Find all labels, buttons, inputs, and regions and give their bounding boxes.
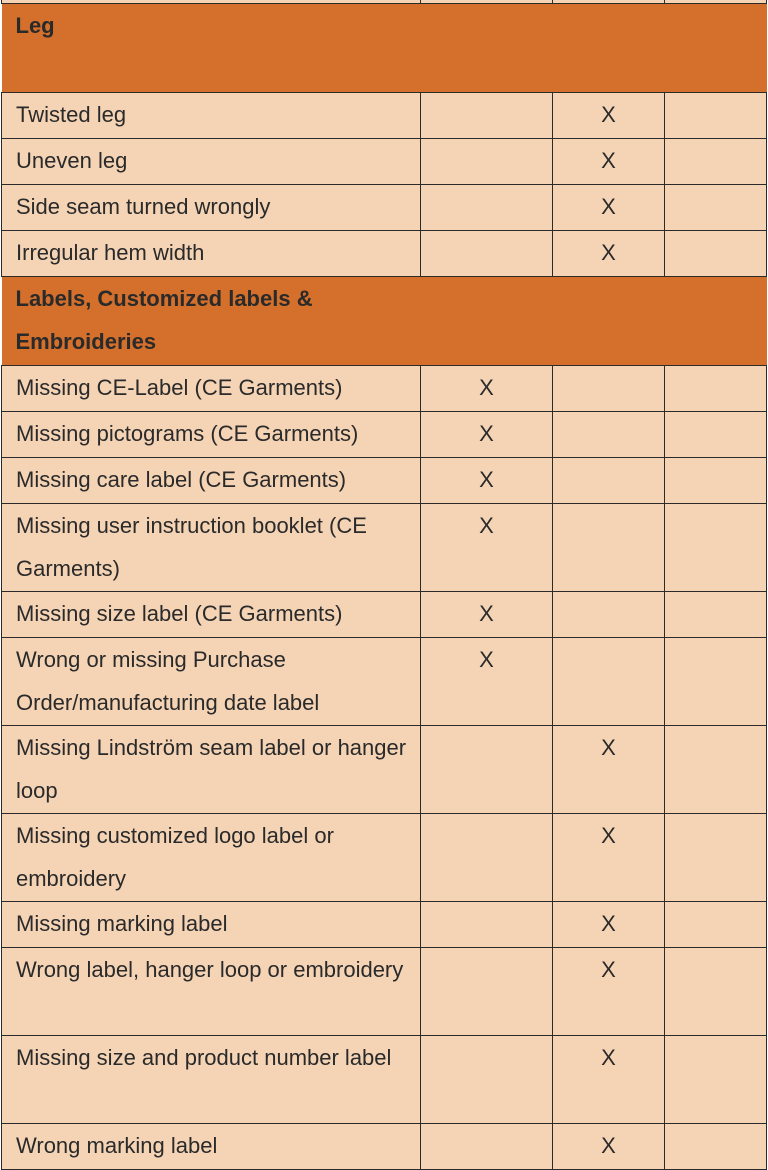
table-row bbox=[2, 139, 767, 185]
defect-label: Wrong label, hanger loop or embroidery bbox=[2, 948, 421, 1036]
table-row bbox=[2, 814, 767, 902]
mark-cell-1: X bbox=[421, 504, 553, 592]
mark-cell-3 bbox=[665, 638, 767, 726]
table-row bbox=[2, 1036, 767, 1124]
mark-cell-1 bbox=[421, 814, 553, 902]
defect-label: Twisted leg bbox=[2, 93, 421, 139]
mark-cell-3 bbox=[665, 366, 767, 412]
table-row bbox=[2, 948, 767, 1036]
table-row bbox=[2, 902, 767, 948]
mark-cell-1 bbox=[421, 93, 553, 139]
mark-cell-2: X bbox=[553, 185, 665, 231]
mark-cell-3 bbox=[665, 504, 767, 592]
mark-cell-2: X bbox=[553, 1124, 665, 1170]
mark-cell-3 bbox=[665, 458, 767, 504]
table-row bbox=[2, 185, 767, 231]
mark-cell-1 bbox=[421, 1036, 553, 1124]
table-row bbox=[2, 726, 767, 814]
mark-cell-3 bbox=[665, 1036, 767, 1124]
mark-cell-2 bbox=[553, 412, 665, 458]
mark-cell-3 bbox=[665, 726, 767, 814]
section-header bbox=[2, 277, 767, 366]
mark-cell-3 bbox=[665, 948, 767, 1036]
mark-cell-2 bbox=[553, 366, 665, 412]
mark-cell-2 bbox=[553, 458, 665, 504]
defect-label: Missing customized logo label or embroidery bbox=[2, 814, 421, 902]
defect-label: Missing marking label bbox=[2, 902, 421, 948]
mark-cell-1 bbox=[421, 726, 553, 814]
defects-table bbox=[1, 0, 767, 1170]
table-row bbox=[2, 412, 767, 458]
mark-cell-2 bbox=[553, 504, 665, 592]
defect-label: Uneven leg bbox=[2, 139, 421, 185]
mark-cell-3 bbox=[665, 902, 767, 948]
table-row bbox=[2, 592, 767, 638]
table-row bbox=[2, 458, 767, 504]
defect-label: Missing pictograms (CE Garments) bbox=[2, 412, 421, 458]
mark-cell-1 bbox=[421, 902, 553, 948]
mark-cell-2: X bbox=[553, 726, 665, 814]
section-title: Labels, Customized labels & Embroideries bbox=[2, 277, 767, 366]
defect-label: Side seam turned wrongly bbox=[2, 185, 421, 231]
mark-cell-1: X bbox=[421, 366, 553, 412]
table-row bbox=[2, 1124, 767, 1170]
mark-cell-1 bbox=[421, 139, 553, 185]
mark-cell-3 bbox=[665, 412, 767, 458]
section-header bbox=[2, 4, 767, 93]
mark-cell-2: X bbox=[553, 814, 665, 902]
mark-cell-1: X bbox=[421, 412, 553, 458]
mark-cell-1 bbox=[421, 231, 553, 277]
table-row bbox=[2, 93, 767, 139]
mark-cell-1 bbox=[421, 185, 553, 231]
table-row bbox=[2, 504, 767, 592]
mark-cell-3 bbox=[665, 1124, 767, 1170]
table-row bbox=[2, 231, 767, 277]
defect-label: Missing care label (CE Garments) bbox=[2, 458, 421, 504]
table-row bbox=[2, 366, 767, 412]
mark-cell-2 bbox=[553, 638, 665, 726]
defect-label: Missing Lindström seam label or hanger loop bbox=[2, 726, 421, 814]
defect-label: Missing size and product number label bbox=[2, 1036, 421, 1124]
table-row bbox=[2, 638, 767, 726]
mark-cell-1: X bbox=[421, 638, 553, 726]
mark-cell-1 bbox=[421, 1124, 553, 1170]
mark-cell-3 bbox=[665, 139, 767, 185]
mark-cell-3 bbox=[665, 185, 767, 231]
mark-cell-1 bbox=[421, 948, 553, 1036]
mark-cell-2: X bbox=[553, 231, 665, 277]
mark-cell-2: X bbox=[553, 93, 665, 139]
defect-label: Wrong or missing Purchase Order/manufacturing date label bbox=[2, 638, 421, 726]
mark-cell-3 bbox=[665, 231, 767, 277]
mark-cell-3 bbox=[665, 592, 767, 638]
section-title: Leg bbox=[2, 4, 767, 93]
mark-cell-1: X bbox=[421, 592, 553, 638]
defect-label: Irregular hem width bbox=[2, 231, 421, 277]
defect-label: Missing user instruction booklet (CE Garments) bbox=[2, 504, 421, 592]
mark-cell-3 bbox=[665, 93, 767, 139]
defect-label: Missing CE-Label (CE Garments) bbox=[2, 366, 421, 412]
defect-label: Wrong marking label bbox=[2, 1124, 421, 1170]
mark-cell-2: X bbox=[553, 139, 665, 185]
defect-label: Missing size label (CE Garments) bbox=[2, 592, 421, 638]
mark-cell-2 bbox=[553, 592, 665, 638]
mark-cell-2: X bbox=[553, 948, 665, 1036]
mark-cell-2: X bbox=[553, 902, 665, 948]
mark-cell-3 bbox=[665, 814, 767, 902]
mark-cell-2: X bbox=[553, 1036, 665, 1124]
mark-cell-1: X bbox=[421, 458, 553, 504]
